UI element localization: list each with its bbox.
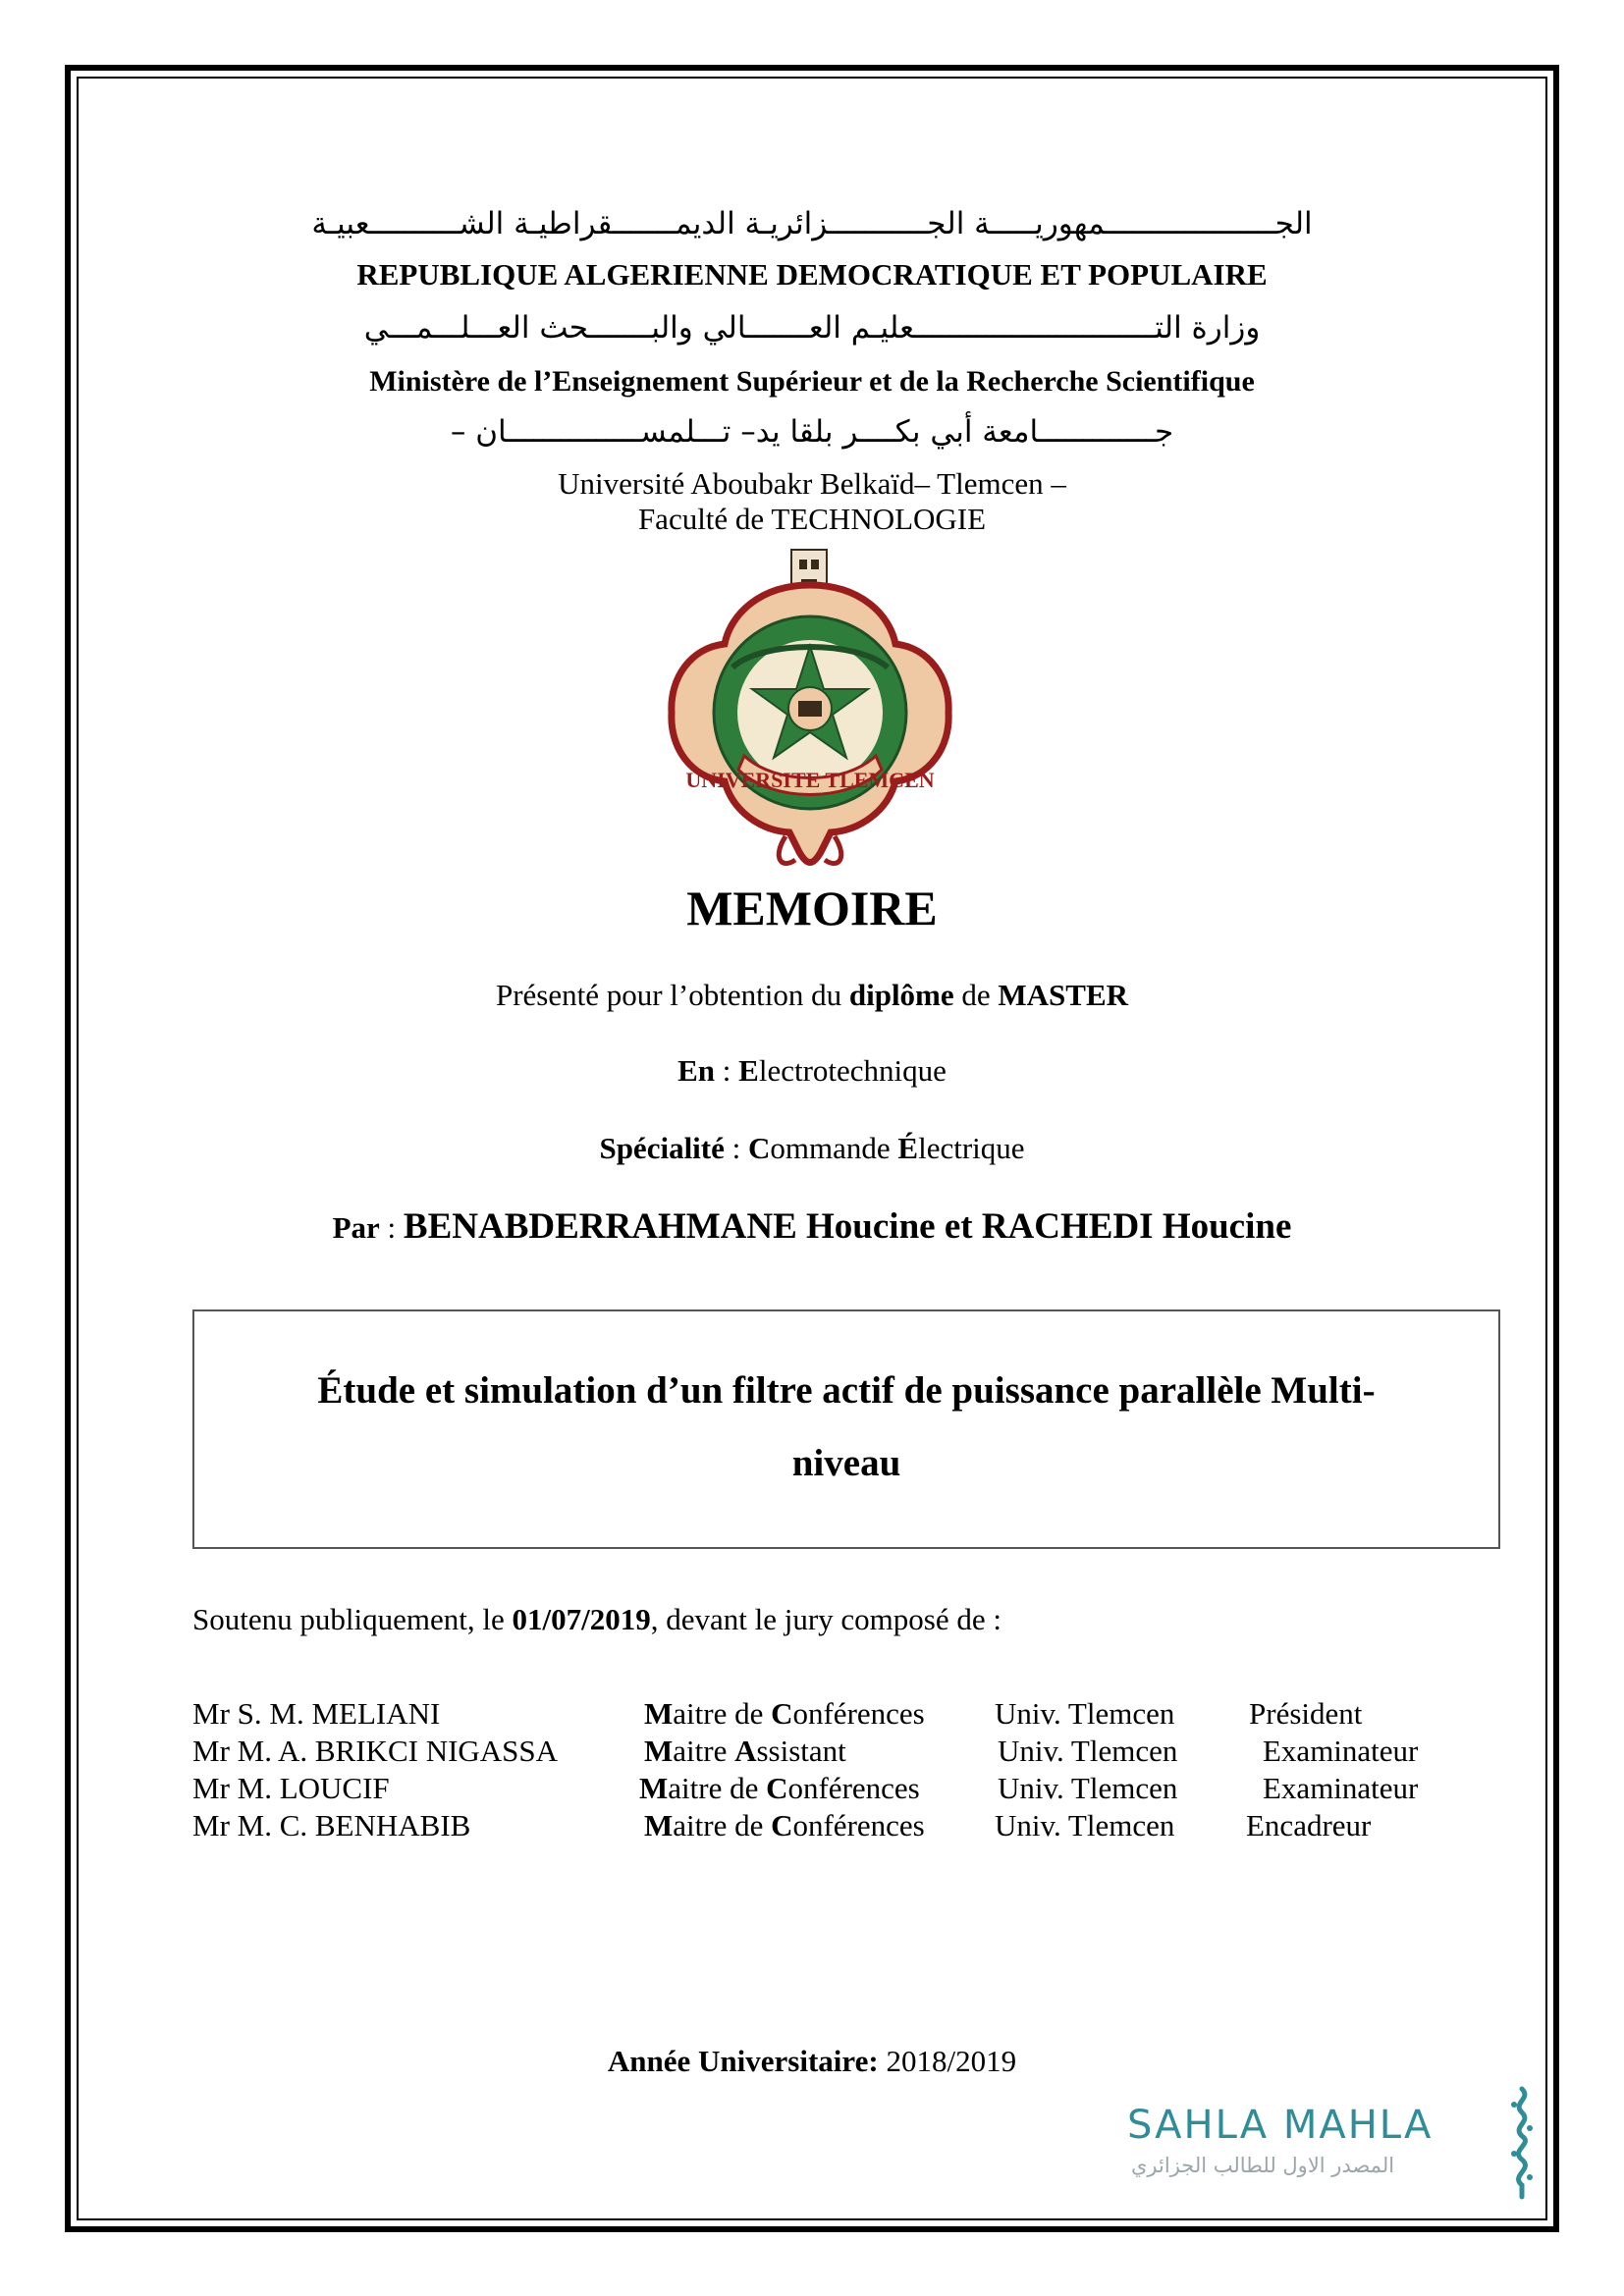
- jury-role: Examinateur: [1263, 1771, 1419, 1805]
- thesis-title: [194, 1355, 1498, 1500]
- specialty-rest: lectrique: [918, 1131, 1025, 1165]
- university-seal-icon: [664, 546, 956, 870]
- jury-name: Mr S. M. MELIANI: [192, 1696, 441, 1731]
- jury-rank: Maitre de Conférences: [639, 1771, 920, 1805]
- degree: MASTER: [998, 978, 1129, 1012]
- authors-label: Par: [332, 1210, 380, 1245]
- jury-name: Mr M. C. BENHABIB: [192, 1808, 471, 1842]
- academic-year: [0, 2044, 1624, 2079]
- calligraphy-logo-icon: [1504, 2085, 1540, 2201]
- jury-name: Mr M. LOUCIF: [192, 1771, 390, 1805]
- authors-line: [0, 1205, 1624, 1248]
- authors-sep: :: [379, 1210, 404, 1245]
- jury-university: Univ. Tlemcen: [998, 1771, 1178, 1805]
- header-faculty: Faculté de TECHNOLOGIE: [637, 502, 987, 536]
- specialty-e: É: [897, 1131, 919, 1165]
- field-initial: E: [738, 1053, 759, 1088]
- defense-line: [192, 1602, 1001, 1637]
- watermark-name: SAHLA MAHLA: [1127, 2103, 1434, 2148]
- specialty-c: C: [748, 1131, 771, 1165]
- memoire-title: MEMOIRE: [686, 881, 938, 935]
- academic-year-value: 2018/2019: [878, 2044, 1017, 2078]
- field-label: En: [677, 1053, 716, 1088]
- jury-role: Encadreur: [1246, 1808, 1372, 1842]
- diploma-word: diplôme: [848, 978, 954, 1012]
- logo-text: UNIVERSITE TLEMCEN: [685, 768, 935, 792]
- header-arabic-republic: الجـــــــــــــــــــمهوريـــــة الجـــــــــــزائريـة الديمـــــــقراطيـة الشــــــــــعبيـة: [311, 206, 1313, 241]
- field-sep: :: [715, 1053, 739, 1088]
- header-university: Université Aboubakr Belkaïd– Tlemcen –: [558, 466, 1066, 501]
- sahla-mahla-watermark: [1127, 2103, 1540, 2211]
- specialty-line: [0, 1131, 1624, 1166]
- header-republic: REPUBLIQUE ALGERIENNE DEMOCRATIQUE ET POPULAIRE: [356, 257, 1268, 292]
- jury-rank: Maitre de Conférences: [644, 1808, 925, 1842]
- thesis-title-box: [192, 1309, 1500, 1549]
- jury-role: Président: [1249, 1696, 1363, 1731]
- jury-rank: Maitre de Conférences: [644, 1696, 925, 1731]
- header-arabic-ministry: وزارة التـــــــــــــــــــــــــــعليـم العـــــــالي والبـــــــحث العـــلـــمـــي: [363, 310, 1261, 346]
- defense-prefix: Soutenu publiquement, le: [192, 1602, 513, 1636]
- jury-university: Univ. Tlemcen: [995, 1696, 1175, 1731]
- jury-rank: Maitre Assistant: [644, 1734, 846, 1768]
- defense-date: 01/07/2019: [512, 1602, 651, 1636]
- university-logo: [664, 546, 956, 870]
- presented-mid: de: [953, 978, 999, 1012]
- presented-line: [0, 978, 1624, 1013]
- field-rest: lectrotechnique: [758, 1053, 947, 1088]
- header-ministry: Ministère de l’Enseignement Supérieur et de la Recherche Scientifique: [369, 365, 1255, 398]
- jury-university: Univ. Tlemcen: [995, 1808, 1175, 1842]
- thesis-title-line1: Étude et simulation d’un filtre actif de puissance parallèle Multi-: [317, 1369, 1376, 1412]
- defense-suffix: , devant le jury composé de :: [650, 1602, 1001, 1636]
- jury-role: Examinateur: [1263, 1734, 1419, 1768]
- thesis-title-line2: niveau: [791, 1442, 901, 1484]
- presented-prefix: Présenté pour l’obtention du: [495, 978, 849, 1012]
- specialty-mid: ommande: [770, 1131, 898, 1165]
- field-line: [0, 1053, 1624, 1089]
- academic-year-label: Année Universitaire:: [607, 2044, 879, 2078]
- jury-university: Univ. Tlemcen: [998, 1734, 1178, 1768]
- specialty-label: Spécialité: [599, 1131, 725, 1165]
- jury-name: Mr M. A. BRIKCI NIGASSA: [192, 1734, 559, 1768]
- authors: BENABDERRAHMANE Houcine et RACHEDI Houcine: [403, 1206, 1292, 1247]
- specialty-sep: :: [724, 1131, 748, 1165]
- watermark-tagline: المصدر الاول للطالب الجزائري: [1131, 2154, 1395, 2177]
- header-arabic-university: جـــــــــــــامعة أبي بكــــر بلقا يد– تـــلمســـــــــــــــان –: [450, 414, 1174, 450]
